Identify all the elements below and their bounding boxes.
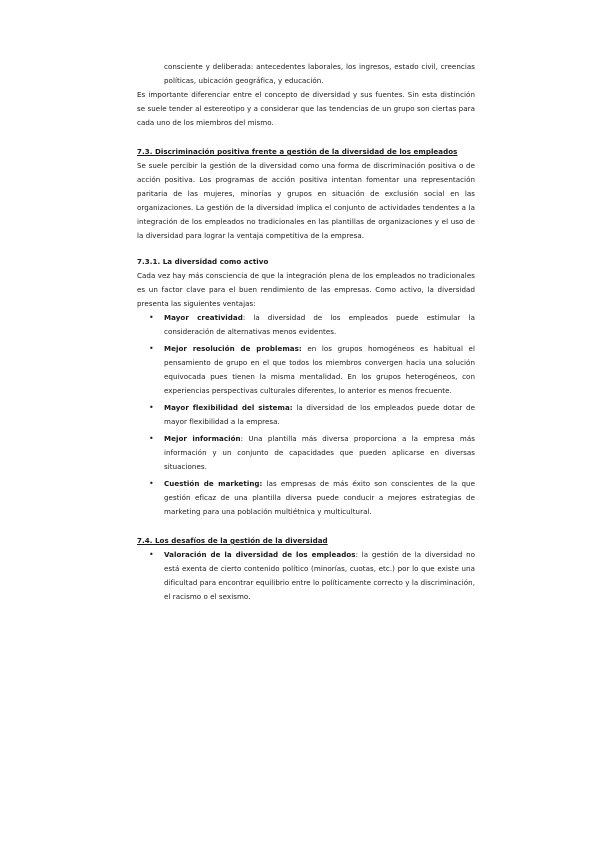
list-item-text: en los grupos homogéneos es habitual el pensamiento de grupo en el que todos los miembros convergen hacia una solución equivocada pues tienen la misma mentalidad. En los grupos heterogéneos, con experiencias perspectivas culturales diferentes, lo anterior es menos frecuente.	[164, 344, 475, 395]
list-item-term: Valoración de la diversidad de los empleados	[164, 550, 356, 559]
list-item	[137, 477, 475, 519]
bullet-icon: •	[149, 434, 154, 443]
list-item-term: Mayor creatividad	[164, 313, 243, 322]
bullet-icon: •	[149, 550, 154, 559]
document-body	[137, 60, 475, 607]
list-item-separator: :	[355, 550, 359, 559]
list-item	[137, 432, 475, 474]
list-item-separator: :	[240, 434, 244, 443]
list-item	[137, 311, 475, 339]
bullet-icon: •	[149, 313, 154, 322]
list-item-text: la diversidad de los empleados puede estimular la consideración de alternativas menos evidentes.	[164, 313, 475, 336]
list-item	[137, 548, 475, 604]
section-heading-7-3-1: 7.3.1. La diversidad como activo	[137, 257, 269, 266]
section-heading-7-4: 7.4. Los desafíos de la gestión de la diversidad	[137, 536, 328, 545]
list-item-separator: :	[242, 313, 246, 322]
list-item-term: Mejor resolución de problemas:	[164, 344, 302, 353]
list-item-term: Mayor flexibilidad del sistema:	[164, 403, 293, 412]
list-item-text: la gestión de la diversidad no está exenta de cierto contenido político (minorías, cuotas, etc.) por lo que existe una dificultad para encontrar equilibrio entre lo políticamente correcto y la discriminación, el racismo o el sexismo.	[164, 550, 476, 601]
list-item	[137, 342, 475, 398]
bullet-icon: •	[149, 479, 154, 488]
list-continuation-text: consciente y deliberada: antecedentes laborales, los ingresos, estado civil, creencias políticas, ubicación geográfica, y educación.	[164, 62, 475, 85]
list-item-term: Mejor información	[164, 434, 241, 443]
section-7-3-paragraph: Se suele percibir la gestión de la diversidad como una forma de discriminación positiva o de acción positiva. Los programas de acción positiva intentan fomentar una representación paritaria de las mujeres, minorías y grupos en situación de exclusión social en las organizaciones. La gestión de la diversidad implica el conjunto de actividades tendentes a la integración de los empleados no tradicionales en las plantillas de organizaciones y el uso de la diversidad para lograr la ventaja competitiva de la empresa.	[137, 161, 475, 240]
list-item-text: la diversidad de los empleados puede dotar de mayor flexibilidad a la empresa.	[164, 403, 475, 426]
section-heading-7-3: 7.3. Discriminación positiva frente a gestión de la diversidad de los empleados	[137, 147, 458, 156]
list-item-term: Cuestión de marketing:	[164, 479, 263, 488]
bullet-icon: •	[149, 403, 154, 412]
bullet-icon: •	[149, 344, 154, 353]
intro-paragraph: Es importante diferenciar entre el concepto de diversidad y sus fuentes. Sin esta distinción se suele tender al estereotipo y a considerar que las tendencias de un grupo son ciertas para cada uno de los miembros del mismo.	[137, 90, 475, 127]
advantages-list	[137, 311, 475, 519]
section-7-3-1-paragraph: Cada vez hay más consciencia de que la integración plena de los empleados no tradicionales es un factor clave para el buen rendimiento de las empresas. Como activo, la diversidad presenta las siguientes ventajas:	[137, 271, 475, 308]
list-item	[137, 401, 475, 429]
list-item-text: las empresas de más éxito son conscientes de la que gestión eficaz de una plantilla diversa puede conducir a mejores estrategias de marketing para una población multiétnica y multicultural.	[164, 479, 475, 516]
list-item-text: Una plantilla más diversa proporciona a la empresa más información y un conjunto de capacidades que pueden aplicarse en diversas situaciones.	[164, 434, 475, 471]
challenges-list	[137, 548, 475, 604]
